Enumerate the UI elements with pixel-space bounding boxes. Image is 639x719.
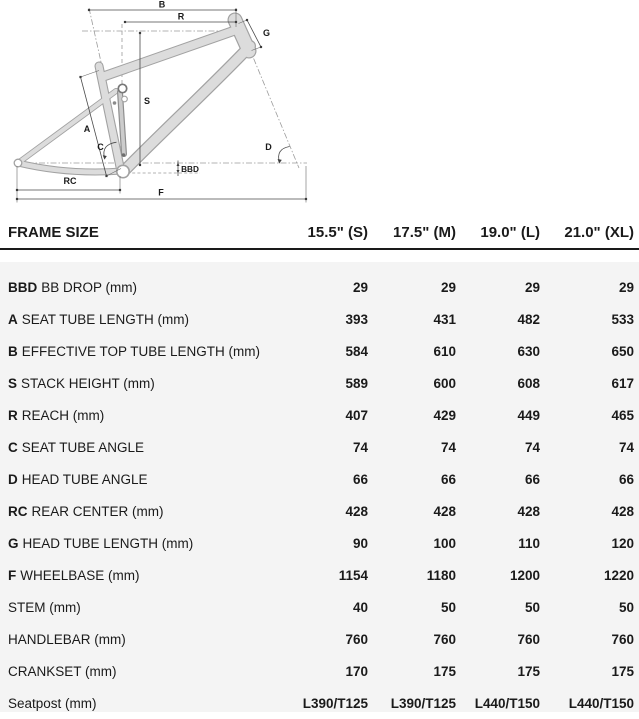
table-row [8,591,634,623]
row-prefix: C [8,439,18,455]
row-value: 50 [618,599,634,615]
bike-frame-illustration [0,0,320,210]
header-gap [0,250,639,262]
row-value: 74 [440,439,456,455]
seatstay [18,91,116,163]
row-value: L440/T150 [568,695,634,711]
row-prefix: G [8,535,19,551]
row-prefix: B [8,343,18,359]
row-value: 584 [345,343,368,359]
row-value: 110 [518,535,540,551]
row-label-text: BB DROP (mm) [41,279,138,295]
frame-tubes [18,20,250,172]
row-label [8,440,280,455]
row-value: 100 [433,535,456,551]
row-value: 760 [345,631,368,647]
row-value: 610 [433,343,456,359]
column-header-l: 19.0" (L) [480,223,540,241]
row-prefix: D [8,471,18,487]
row-value: 428 [345,503,368,519]
row-label-text: HEAD TUBE LENGTH (mm) [22,535,194,551]
row-value: 175 [517,663,540,679]
table-body [0,262,639,712]
row-prefix: F [8,567,17,583]
row-label-text: HANDLEBAR (mm) [8,631,126,647]
table-row [8,367,634,399]
row-label [8,600,280,615]
row-value: 600 [433,375,456,391]
row-value: 608 [517,375,540,391]
row-value: 66 [524,471,540,487]
row-label [8,504,280,519]
row-label [8,696,280,711]
row-value: 407 [345,407,368,423]
row-label [8,408,280,423]
row-value: 589 [345,375,368,391]
row-value: 428 [611,503,634,519]
c-arc-arrow [103,155,107,159]
row-label [8,344,280,359]
row-label-text: SEAT TUBE ANGLE [21,439,145,455]
row-value: 449 [517,407,540,423]
table-row [8,271,634,303]
chainstay [18,163,122,172]
dim-label-bbd: BBD [181,165,199,174]
row-prefix: BBD [8,279,38,295]
table-row [8,463,634,495]
head-tube [235,20,249,51]
table-row [8,399,634,431]
row-value: 617 [611,375,634,391]
row-value: 482 [517,311,540,327]
table-row [8,335,634,367]
table-row [8,623,634,655]
table-row [8,527,634,559]
row-value: 50 [440,599,456,615]
row-value: 74 [524,439,540,455]
row-label-text: CRANKSET (mm) [8,663,117,679]
row-value: 175 [433,663,456,679]
row-value: 393 [345,311,368,327]
row-label-text: REAR CENTER (mm) [31,503,164,519]
row-value: 29 [352,279,368,295]
table-row [8,655,634,687]
column-header-xl: 21.0" (XL) [564,223,634,241]
row-value: 29 [618,279,634,295]
row-value: 40 [352,599,368,615]
row-label-text: STEM (mm) [8,599,81,615]
column-header-m: 17.5" (M) [393,223,456,241]
table-header [0,210,639,250]
row-value: 630 [517,343,540,359]
row-value: 429 [433,407,456,423]
row-label [8,376,280,391]
row-value: 1180 [426,567,456,583]
row-value: 1154 [338,567,368,583]
table-title: FRAME SIZE [8,223,99,241]
row-value: 74 [618,439,634,455]
row-label-text: EFFECTIVE TOP TUBE LENGTH (mm) [21,343,261,359]
row-value: 533 [611,311,634,327]
row-value: 760 [433,631,456,647]
row-value: 650 [611,343,634,359]
table-row [8,559,634,591]
dim-label-c: C [97,142,104,152]
frame-tube-outlines [18,20,250,172]
dim-label-d: D [265,142,272,152]
dim-label-g: G [262,28,271,38]
row-value: 428 [517,503,540,519]
row-label-text: SEAT TUBE LENGTH (mm) [21,311,190,327]
row-label-text: REACH (mm) [21,407,105,423]
row-label [8,632,280,647]
link-pivot-lower [122,153,126,157]
row-value: 170 [345,663,368,679]
dim-label-f: F [158,187,164,198]
row-value: 175 [611,663,634,679]
row-label [8,472,280,487]
row-value: 465 [611,407,634,423]
row-value: L390/T125 [390,695,456,711]
row-label [8,664,280,679]
dim-label-a: A [83,124,91,134]
row-label [8,568,280,583]
table-row [8,431,634,463]
row-value: 760 [611,631,634,647]
row-label-text: STACK HEIGHT (mm) [21,375,155,391]
row-value: 120 [611,535,634,551]
row-value: 50 [524,599,540,615]
dim-label-rc: RC [63,176,77,186]
dim-label-b: B [158,0,166,10]
row-prefix: S [8,375,18,391]
rear-axle [14,159,22,167]
bottom-bracket [117,165,129,177]
row-value: 428 [433,503,456,519]
row-label-text: HEAD TUBE ANGLE [21,471,148,487]
row-value: 66 [618,471,634,487]
row-label-text: WHEELBASE (mm) [20,567,140,583]
row-label [8,280,280,295]
row-label-text: Seatpost (mm) [8,695,97,711]
row-label [8,312,280,327]
dim-label-s: S [143,96,151,106]
row-value: 74 [352,439,368,455]
table-row [8,687,634,719]
row-value: L440/T150 [474,695,540,711]
row-value: 1220 [603,567,634,583]
frame-geometry-diagram [0,0,639,210]
row-value: 1200 [509,567,540,583]
shock-mount [122,96,128,102]
row-value: 29 [440,279,456,295]
row-prefix: R [8,407,18,423]
row-value: 66 [352,471,368,487]
row-value: 431 [433,311,456,327]
row-value: 760 [517,631,540,647]
row-prefix: A [8,311,18,327]
row-value: 90 [352,535,368,551]
row-value: 66 [440,471,456,487]
table-row [8,303,634,335]
row-value: L390/T125 [302,695,368,711]
link-pivot-upper [113,101,117,105]
row-prefix: RC [8,503,28,519]
row-value: 29 [524,279,540,295]
dim-label-r: R [177,11,185,22]
rocker-pivot [118,84,126,92]
row-label [8,536,280,551]
column-header-s: 15.5" (S) [307,223,368,241]
table-row [8,495,634,527]
